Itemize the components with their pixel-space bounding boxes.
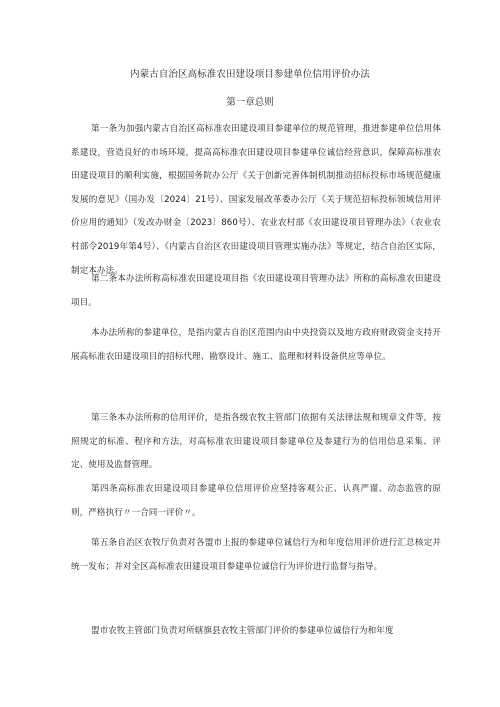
paragraph-article-1: 第一条为加强内蒙古自治区高标准农田建设项目参建单位的规范管理，推进参建单位信用体系建设，营造良好的市场环境，提高高标准农田建设项目参建单位诚信经营意识，保障高标准农田建设项目的顺利实施，根据国务院办公厅《关于创新完善体制机制推动招标投标市场规范健康发展的意见》（国办发〔2024〕21号）、国家发展改革委办公厅《关于规范招标投标领域信用评价应用的通知》（发改办财金〔2023〕860号）、农业农村部《农田建设项目管理办法》（农业农村部令2019年第4号）、《内蒙古自治区农田建设项目管理实施办法》等规定，结合自治区实际，制定本办法。 xyxy=(71,124,441,276)
paragraph-article-3: 第三条本办法所称的信用评价，是指各级农牧主管部门依据有关法律法规和规章文件等，按照规定的标准、程序和方法，对高标准农田建设项目参建单位及参建行为的信用信息采集、评定、使用及监督管理。 xyxy=(71,413,441,471)
document-title: 内蒙古自治区高标准农田建设项目参建单位信用评价办法 xyxy=(129,69,370,80)
chapter-heading: 第一章总则 xyxy=(226,97,274,108)
paragraph-article-5: 第五条自治区农牧厅负责对各盟市上报的参建单位诚信行为和年度信用评价进行汇总核定并统一发布；并对全区高标准农田建设项目参建单位诚信行为评价进行监督与指导。 xyxy=(71,538,441,572)
paragraph-article-2-participants: 本办法所称的参建单位，是指内蒙古自治区范围内由中央投资以及地方政府财政资金支持开展高标准农田建设项目的招标代理、勘察设计、施工、监理和材料设备供应等单位。 xyxy=(71,328,441,362)
paragraph-league-departments: 盟市农牧主管部门负责对所辖旗县农牧主管部门评价的参建单位诚信行为和年度 xyxy=(91,626,394,636)
paragraph-article-4: 第四条高标准农田建设项目参建单位信用评价应坚持客观公正、认真严谨、动态监管的原则，严格执行〃一合同一评价〃。 xyxy=(71,484,441,518)
paragraph-article-2: 第二条本办法所称高标准农田建设项目指《农田建设项目管理办法》所称的高标准农田建设项目。 xyxy=(71,274,441,308)
